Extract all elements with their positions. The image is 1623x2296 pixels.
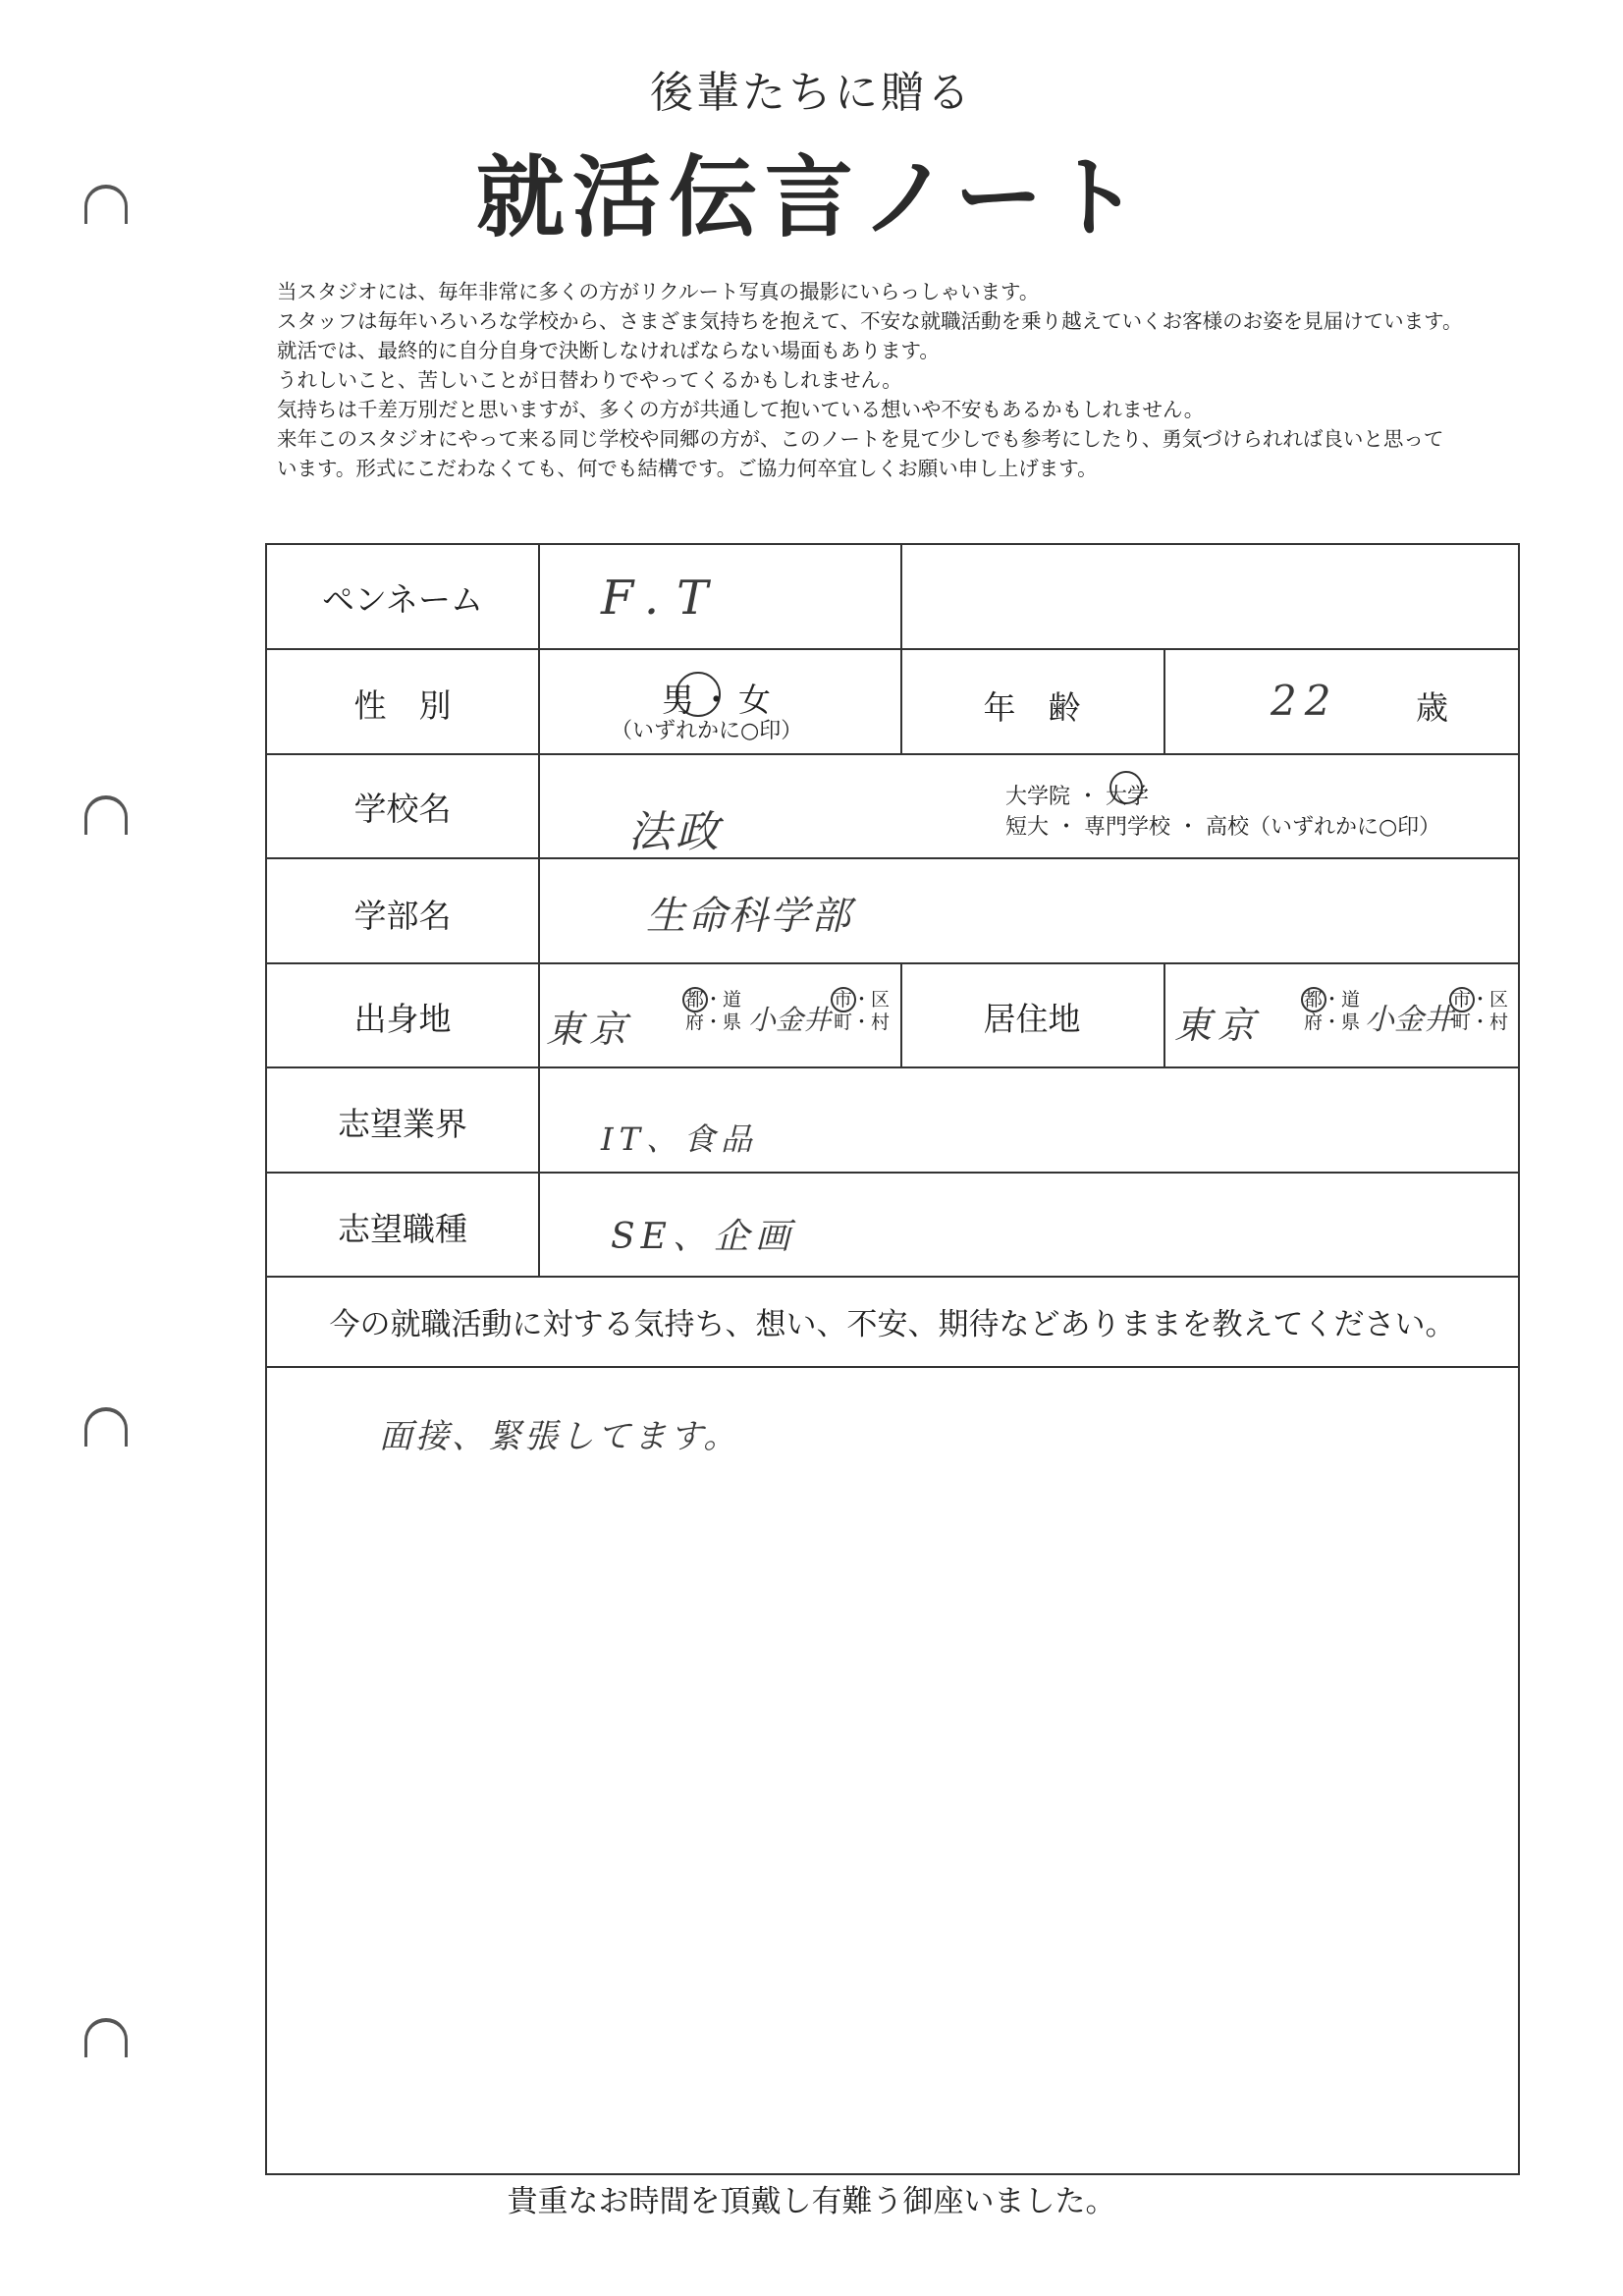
row-divider: [267, 962, 1518, 964]
faculty-value[interactable]: 生命科学部: [646, 894, 852, 939]
row-divider: [267, 1172, 1518, 1174]
industry-value[interactable]: IT、食品: [601, 1121, 758, 1158]
residence-pref[interactable]: 東京: [1174, 1004, 1262, 1047]
question-text: 今の就職活動に対する気持ち、想い、不安、期待などありままを教えてください。: [329, 1307, 1456, 1342]
footer-thanks: 貴重なお時間を頂戴し有難う御座いました。: [507, 2184, 1116, 2219]
gender-label: 性 別: [353, 686, 452, 725]
school-type-line2: 短大 ・ 専門学校 ・ 高校（いずれかに○印）: [1005, 815, 1441, 840]
hometown-city[interactable]: 小金井: [748, 1004, 832, 1036]
intro-line: 当スタジオには、毎年非常に多くの方がリクルート写真の撮影にいらっしゃいます。: [277, 280, 1040, 303]
col-divider: [1163, 648, 1165, 753]
row-divider: [267, 857, 1518, 859]
residence-pref-suffix: 都・道 府・県: [1304, 989, 1361, 1033]
answer-text[interactable]: 面接、緊張してます。: [379, 1417, 740, 1456]
intro-line: います。形式にこだわなくても、何でも結構です。ご協力何卒宜しくお願い申し上げます。: [277, 457, 1098, 480]
intro-text: [277, 277, 1593, 483]
form-table: [265, 543, 1520, 2175]
penname-label: ペンネーム: [321, 580, 483, 619]
industry-label: 志望業界: [338, 1105, 467, 1143]
row-divider: [267, 1366, 1518, 1368]
col-divider: [1163, 962, 1165, 1066]
intro-line: 就活では、最終的に自分自身で決断しなければならない場面もあります。: [277, 339, 940, 362]
subtitle: 後輩たちに贈る: [650, 68, 973, 118]
punch-hole-2: [84, 795, 128, 835]
punch-hole-3: [84, 1407, 128, 1447]
residence-city[interactable]: 小金井: [1365, 1003, 1453, 1037]
row-divider: [267, 1276, 1518, 1278]
faculty-label: 学部名: [353, 897, 452, 935]
col-divider: [538, 545, 540, 1276]
hometown-pref-suffix: 都・道 府・県: [685, 989, 742, 1033]
row-divider: [267, 1066, 1518, 1068]
residence-label: 居住地: [983, 1000, 1081, 1038]
gender-options[interactable]: 男・女: [662, 681, 777, 719]
intro-line: うれしいこと、苦しいことが日替わりでやってくるかもしれません。: [277, 368, 902, 392]
age-label: 年 齢: [983, 688, 1081, 727]
hometown-label: 出身地: [353, 1000, 452, 1038]
row-divider: [267, 648, 1518, 650]
residence-city-suffix: 市・区 町・村: [1452, 989, 1509, 1033]
school-label: 学校名: [353, 790, 452, 828]
job-label: 志望職種: [338, 1210, 467, 1248]
intro-line: 来年このスタジオにやって来る同じ学校や同郷の方が、このノートを見て少しでも参考にしたり、勇気づけられれば良いと思って: [277, 427, 1444, 451]
hometown-pref[interactable]: 東京: [546, 1008, 633, 1051]
intro-line: 気持ちは千差万別だと思いますが、多くの方が共通して抱いている想いや不安もあるかもしれません。: [277, 398, 1205, 421]
school-type-line1: 大学院 ・ 大学: [1005, 785, 1149, 809]
school-value[interactable]: 法政: [628, 807, 723, 857]
penname-value[interactable]: F.T: [601, 571, 727, 626]
job-value[interactable]: SE、企画: [611, 1217, 796, 1257]
hometown-city-suffix: 市・区 町・村: [834, 989, 891, 1033]
age-unit: 歳: [1416, 688, 1448, 727]
age-value[interactable]: 22: [1271, 677, 1339, 725]
row-divider: [267, 753, 1518, 755]
gender-note: （いずれかに○印）: [611, 719, 803, 743]
punch-hole-4: [84, 2018, 128, 2057]
intro-line: スタッフは毎年いろいろな学校から、さまざま気持ちを抱えて、不安な就職活動を乗り越えていくお客様のお姿を見届けています。: [277, 309, 1463, 333]
page-title: 就活伝言ノート: [475, 146, 1148, 249]
